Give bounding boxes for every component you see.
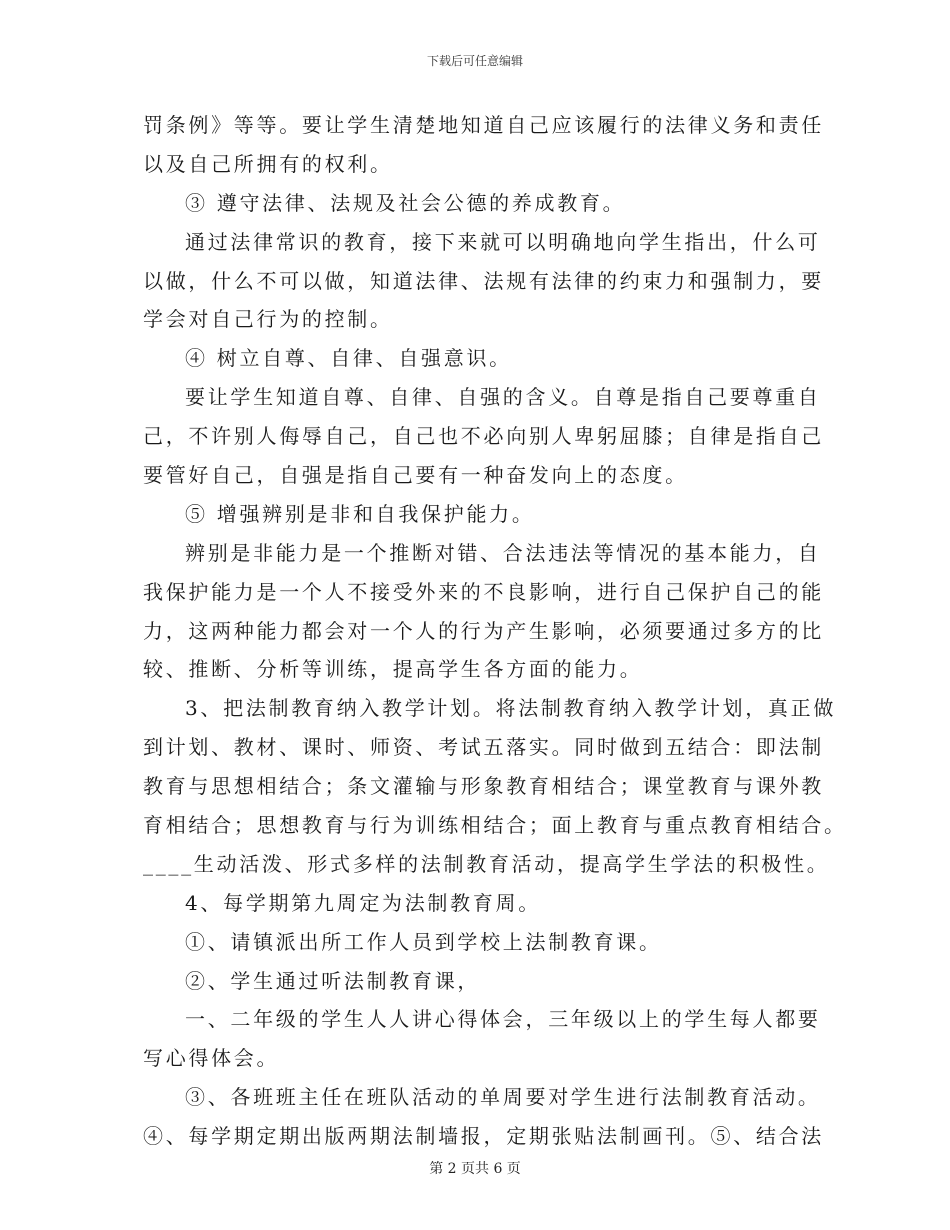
paragraph-line: 通过法律常识的教育，接下来就可以明确地向学生指出，什么可 [185, 229, 821, 254]
paragraph-line: ③、各班班主任在班队活动的单周要对学生进行法制教育活动。 [185, 1085, 821, 1110]
paragraph-line: 写心得体会。 [143, 1046, 280, 1071]
paragraph-line: 教育与思想相结合；条文灌输与形象教育相结合；课堂教育与课外教 [143, 774, 824, 799]
paragraph-line: 力，这两种能力都会对一个人的行为产生影响，必须要通过多方的比 [143, 618, 824, 643]
paragraph-line: ②、学生通过听法制教育课， [185, 968, 481, 993]
paragraph-line: 我保护能力是一个人不接受外来的不良影响，进行自己保护自己的能 [143, 579, 824, 604]
document-body [143, 106, 847, 1156]
paragraph-line: ⑤ 增强辨别是非和自我保护能力。 [185, 501, 535, 526]
paragraph-line: ④ 树立自尊、自律、自强意识。 [185, 346, 512, 371]
paragraph-line: 学会对自己行为的控制。 [143, 307, 393, 332]
paragraph-line: 3、把法制教育纳入教学计划。将法制教育纳入教学计划，真正做 [185, 696, 837, 721]
page-footer: 第 2 页共 6 页 [429, 1161, 521, 1177]
paragraph-line: ①、请镇派出所工作人员到学校上法制教育课。 [185, 929, 662, 954]
paragraph-line: 到计划、教材、课时、师资、考试五落实。同时做到五结合：即法制 [143, 735, 824, 760]
paragraph-line: 较、推断、分析等训练，提高学生各方面的能力。 [143, 657, 643, 682]
paragraph-line: 以做，什么不可以做，知道法律、法规有法律的约束力和强制力，要 [143, 268, 824, 293]
page-header: 下载后可任意编辑 [426, 54, 523, 68]
paragraph-line: 育相结合；思想教育与行为训练相结合；面上教育与重点教育相结合。 [143, 813, 847, 838]
paragraph-line: 4、每学期第九周定为法制教育周。 [185, 890, 541, 915]
paragraph-line: 一、二年级的学生人人讲心得体会，三年级以上的学生每人都要 [185, 1007, 821, 1032]
paragraph-line: ④、每学期定期出版两期法制墙报，定期张贴法制画刊。⑤、结合法 [143, 1124, 824, 1149]
paragraph-line: 罚条例》等等。要让学生清楚地知道自己应该履行的法律义务和责任 [143, 113, 824, 137]
paragraph-line: 要管好自己，自强是指自己要有一种奋发向上的态度。 [143, 463, 688, 488]
paragraph-line: 己，不许别人侮辱自己，自己也不必向别人卑躬屈膝；自律是指自己 [143, 424, 824, 449]
paragraph-line: 以及自己所拥有的权利。 [143, 151, 393, 176]
paragraph-line: 要让学生知道自尊、自律、自强的含义。自尊是指自己要尊重自 [185, 385, 821, 410]
paragraph-line: 辨别是非能力是一个推断对错、合法违法等情况的基本能力，自 [185, 540, 821, 565]
paragraph-line: ③ 遵守法律、法规及社会公德的养成教育。 [185, 190, 626, 215]
paragraph-line: ____生动活泼、形式多样的法制教育活动，提高学生学法的积极性。 [143, 851, 830, 876]
